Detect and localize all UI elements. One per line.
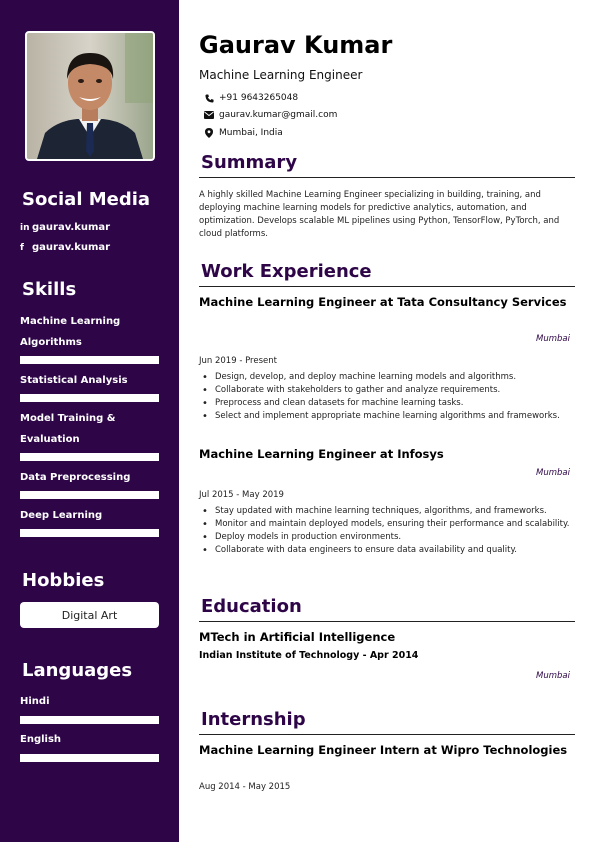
experience-divider (199, 286, 575, 287)
job-dates: Jul 2015 - May 2019 (199, 490, 284, 500)
linkedin-icon: in (20, 222, 30, 233)
list-item: • Preprocess and clean datasets for machine learning tasks. (215, 397, 575, 410)
candidate-name: Gaurav Kumar (199, 31, 393, 59)
portrait-image (27, 33, 153, 159)
contact-location (199, 128, 283, 138)
list-item: • Stay updated with machine learning techniques, algorithms, and frameworks. (215, 505, 575, 518)
location-text: Mumbai, India (219, 128, 283, 138)
internship-role: Machine Learning Engineer Intern at Wipro Technologies (199, 743, 568, 757)
location-pin-icon (199, 128, 219, 138)
list-item: • Deploy models in production environments. (215, 531, 575, 544)
job-location: Mumbai (536, 468, 570, 478)
summary-divider (199, 177, 575, 178)
skill-bar (20, 356, 159, 364)
job-location: Mumbai (536, 334, 570, 344)
facebook-icon: f (20, 242, 24, 253)
social-linkedin[interactable] (20, 222, 110, 233)
summary-heading: Summary (201, 152, 298, 173)
list-item: • Monitor and maintain deployed models, ensuring their performance and scalability. (215, 518, 575, 531)
phone-icon (199, 94, 219, 103)
school-name: Indian Institute of Technology - Apr 2014 (199, 650, 419, 661)
email-text: gaurav.kumar@gmail.com (219, 110, 338, 120)
sidebar (0, 0, 179, 842)
hobbies-heading: Hobbies (22, 570, 105, 591)
phone-text: +91 9643265048 (219, 93, 299, 103)
skill-label: Deep Learning (20, 510, 103, 521)
internship-divider (199, 734, 575, 735)
list-item: • Collaborate with stakeholders to gather and analyze requirements. (215, 384, 575, 397)
linkedin-handle: gaurav.kumar (32, 222, 111, 233)
degree-title: MTech in Artificial Intelligence (199, 630, 396, 644)
languages-heading: Languages (22, 660, 133, 681)
experience-heading: Work Experience (201, 261, 372, 282)
education-divider (199, 621, 575, 622)
contact-email[interactable] (199, 110, 337, 120)
skill-bar (20, 453, 159, 461)
list-item: • Collaborate with data engineers to ensure data availability and quality. (215, 544, 575, 557)
language-label: English (20, 734, 62, 745)
skill-label: Data Preprocessing (20, 472, 131, 483)
language-bar (20, 754, 159, 762)
skill-bar (20, 394, 159, 402)
social-facebook[interactable] (20, 242, 110, 253)
skill-label: Machine Learning Algorithms (20, 316, 121, 348)
education-heading: Education (201, 596, 302, 617)
skill-label: Model Training & Evaluation (20, 413, 116, 445)
skill-bar (20, 491, 159, 499)
job-title: Machine Learning Engineer at Tata Consultancy Services (199, 295, 567, 309)
job-bullets (199, 371, 575, 423)
education-location: Mumbai (536, 671, 570, 681)
list-item: • Design, develop, and deploy machine learning models and algorithms. (215, 371, 575, 384)
candidate-role: Machine Learning Engineer (199, 68, 363, 82)
job-dates: Jun 2019 - Present (199, 356, 277, 366)
contact-phone (199, 93, 298, 103)
skills-heading: Skills (22, 279, 77, 300)
language-bar (20, 716, 159, 724)
profile-photo (25, 31, 155, 161)
list-item: • Select and implement appropriate machine learning algorithms and frameworks. (215, 410, 575, 423)
job-bullets (199, 505, 575, 557)
job-title: Machine Learning Engineer at Infosys (199, 447, 444, 461)
internship-heading: Internship (201, 709, 306, 730)
skill-bar (20, 529, 159, 537)
envelope-icon (199, 111, 219, 119)
internship-dates: Aug 2014 - May 2015 (199, 782, 291, 792)
social-media-heading: Social Media (22, 189, 151, 210)
summary-text: A highly skilled Machine Learning Engineer specializing in building, training, and deploying machine learning models for predictive analytics, automation, and optimization. Develops scalable ML pipelines using Python, TensorFlow, PyTorch, and cloud platforms. (199, 190, 560, 239)
hobby-pill: Digital Art (20, 602, 159, 628)
skill-label: Statistical Analysis (20, 375, 128, 386)
language-label: Hindi (20, 696, 50, 707)
facebook-handle: gaurav.kumar (32, 242, 111, 253)
